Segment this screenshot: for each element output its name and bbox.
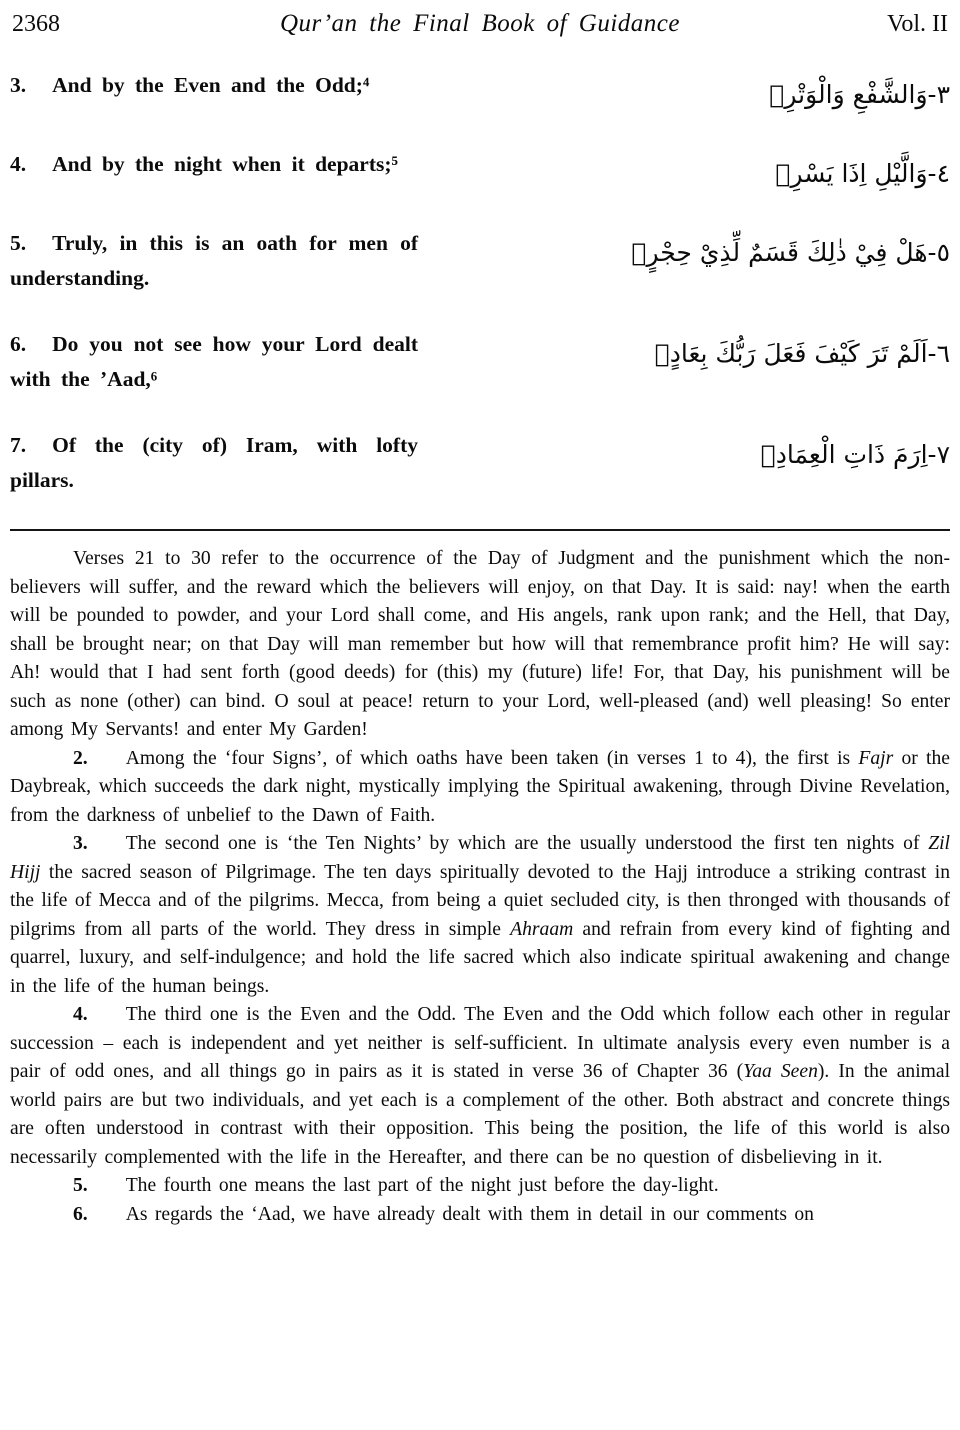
verse-number: 7. — [10, 433, 27, 457]
paragraph-number: 2. — [73, 747, 88, 769]
verse-number: 3. — [10, 73, 27, 97]
commentary-paragraph: 6. As regards the ‘Aad, we have already dealt with them in detail in our comments on — [73, 1203, 814, 1225]
verse-arabic-text: ٦-اَلَمْ تَرَ كَيْفَ فَعَلَ رَبُّكَ بِعَادٍۖ — [654, 339, 950, 368]
verse-number: 4. — [10, 152, 27, 176]
verse-row — [10, 428, 950, 498]
verse-row — [10, 226, 950, 296]
paragraph-number: 3. — [73, 833, 88, 854]
commentary-paragraph: 3. The second one is ‘the Ten Nights’ by which are the usually understood the first ten nights of Zil Hijj the sacred season of Pilgrimage. The ten days spiritually devoted to the Hajj introduce a striking contrast in the life of Mecca and of the pilgrims. Mecca, from being a quiet secluded city, is then thronged with thousands of pilgrims from all parts of the world. They dress in simple Ahraam and refrain from every kind of fighting and quarrel, luxury, and self-indulgence; and hold the life sacred which also indicate spiritual awakening and change in the life of the human beings. — [10, 833, 950, 997]
paragraph-number: 6. — [73, 1203, 88, 1225]
commentary-section — [10, 545, 950, 1229]
commentary-paragraph: 5. The fourth one means the last part of the night just before the day-light. — [73, 1175, 719, 1196]
verses-section — [10, 68, 950, 498]
verse-arabic-text: ٧-اِرَمَ ذَاتِ الْعِمَادِۙ — [760, 440, 950, 469]
paragraph-number: 5. — [73, 1175, 88, 1196]
verse-arabic-text: ٥-هَلْ فِيْ ذٰلِكَ قَسَمٌ لِّذِيْ حِجْرٍۗ — [631, 238, 950, 267]
book-title: Qur’an the Final Book of Guidance — [280, 10, 680, 37]
verse-row — [10, 327, 950, 397]
verse-english-text: 7. Of the (city of) Iram, with lofty pillars. — [10, 433, 418, 492]
verse-english-text: 4. And by the night when it departs;⁵ — [10, 152, 398, 176]
verse-english-text: 3. And by the Even and the Odd;⁴ — [10, 73, 370, 97]
italic-term: Ahraam — [510, 918, 574, 940]
commentary-paragraph: 4. The third one is the Even and the Odd. The Even and the Odd which follow each other in regular succession – each is independent and yet neither is self-sufficient. In ultimate analysis every even number is a pair of odd ones, and all things go in pairs as it is stated in verse 36 of Chapter 36 (Yaa Seen). In the animal world pairs are but two individuals, and yet each is a complement of the other. Both abstract and concrete things are often understood in contrast with their opposition. This being the position, the life of this world is also necessarily complemented with the life in the Hereafter, and there can be no question of disbelieving in it. — [10, 1004, 951, 1168]
verse-english-text: 6. Do you not see how your Lord dealt with the ’Aad,⁶ — [10, 332, 418, 391]
commentary-paragraph: Verses 21 to 30 refer to the occurrence of the Day of Judgment and the punishment which the non-believers will suffer, and the reward which the believers will enjoy, on that Day. It is said: nay! when the earth will be pounded to powder, and your Lord shall come, and His angels, rank upon rank; and the Hell, that Day, shall be brought near; on that Day will man remember but how will that remembrance profit him? He will say: Ah! would that I had sent forth (good deeds) for (this) my (future) life! For, that Day, his punishment will be such as none (other) can bind. O soul at peace! return to your Lord, well-pleased (and) well pleasing! So enter among My Servants! and enter My Garden! — [10, 548, 950, 740]
italic-term: Zil Hijj — [10, 833, 950, 883]
volume-label: Vol. II — [887, 11, 948, 37]
commentary-paragraph: 2. Among the ‘four Signs’, of which oaths have been taken (in verses 1 to 4), the first is Fajr or the Daybreak, which succeeds the dark night, mystically implying the Spiritual awakening, through Divine Revelation, from the darkness of unbelief to the Dawn of Faith. — [10, 747, 950, 826]
verse-english-text: 5. Truly, in this is an oath for men of understanding. — [10, 231, 418, 290]
verse-arabic-text: ٤-وَالَّيْلِ اِذَا يَسْرِۚ — [775, 159, 950, 188]
section-divider — [10, 529, 950, 531]
italic-term: Fajr — [858, 747, 894, 769]
verse-row — [10, 147, 950, 195]
page-header — [10, 6, 950, 38]
italic-term: Yaa Seen — [743, 1061, 818, 1082]
verse-number: 5. — [10, 231, 27, 255]
verse-number: 6. — [10, 332, 27, 356]
paragraph-number: 4. — [73, 1004, 88, 1025]
verse-row — [10, 68, 950, 116]
verse-arabic-text: ٣-وَالشَّفْعِ وَالْوَتْرِۙ — [769, 80, 950, 109]
page-number: 2368 — [12, 11, 60, 37]
